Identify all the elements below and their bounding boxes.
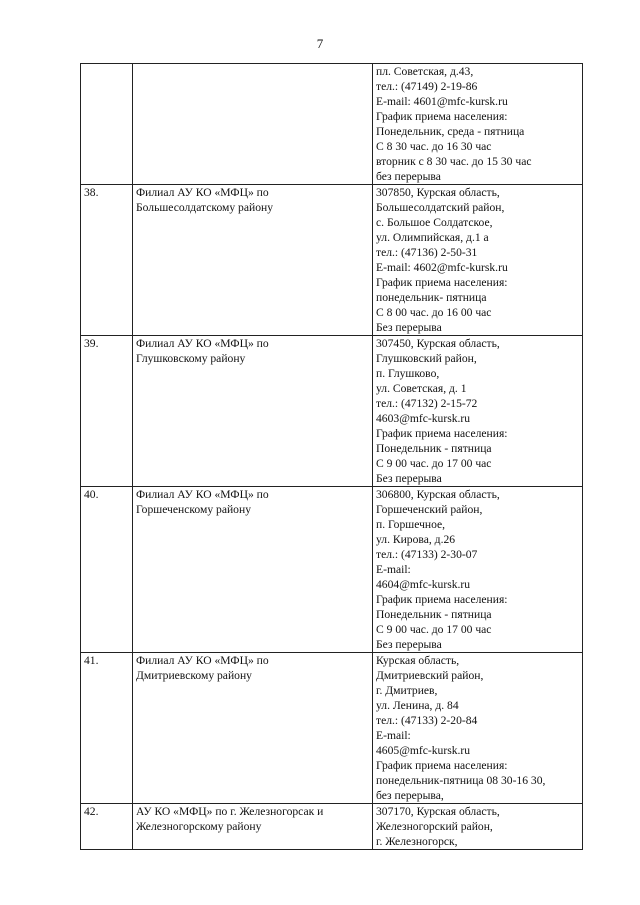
branch-name-line: Глушковскому району [136,352,246,365]
branch-contact-line: Понедельник - пятница [376,442,492,455]
branch-contact-line: Глушковский район, [376,352,477,365]
branch-contact-cell [373,487,583,653]
branch-contact-line: График приема населения: [376,110,508,123]
branch-contact-line: 4605@mfc-kursk.ru [376,744,471,757]
branch-contact-line: Горшеченский район, [376,503,483,516]
branch-name-line: Горшеченскому району [136,503,251,516]
branch-contact-line: Курская область, [376,654,460,667]
branch-name-line: Филиал АУ КО «МФЦ» по [136,337,269,350]
branch-name-line: Дмитриевскому району [136,669,252,682]
branch-contact-line: тел.: (47132) 2-15-72 [376,397,478,410]
branch-contact-line: вторник с 8 30 час. до 15 30 час [376,155,532,168]
branch-contact-line: 306800, Курская область, [376,488,500,501]
row-number-cell [81,487,133,653]
branch-contact-line: п. Горшечное, [376,518,446,531]
branch-name-cell [133,336,373,487]
branch-name-cell [133,653,373,804]
branch-contact-cell [373,64,583,185]
branch-contact-line: пл. Советская, д.43, [376,65,474,78]
branch-contact-line: Большесолдатский район, [376,201,505,214]
row-number: 39. [84,337,99,350]
branch-contact-line: понедельник- пятница [376,291,487,304]
branch-contact-line: С 8 30 час. до 16 30 час [376,140,492,153]
branch-contact-line: E-mail: 4601@mfc-kursk.ru [376,95,508,108]
branch-name-line: Филиал АУ КО «МФЦ» по [136,654,269,667]
branch-contact-line: ул. Олимпийская, д.1 а [376,231,489,244]
branch-contact-line: с. Большое Солдатское, [376,216,493,229]
branch-contact-line: без перерыва, [376,789,444,802]
branch-contact-line: Без перерыва [376,472,442,485]
branch-name-line: Филиал АУ КО «МФЦ» по [136,186,269,199]
branch-contact-line: 307450, Курская область, [376,337,500,350]
branch-contact-line: ул. Кирова, д.26 [376,533,456,546]
branch-name-line: АУ КО «МФЦ» по г. Железногорсак и [136,805,324,818]
branch-contact-line: С 8 00 час. до 16 00 час [376,306,492,319]
branch-name-cell [133,487,373,653]
row-number-cell [81,653,133,804]
table-row [81,487,583,653]
branch-name-cell [133,804,373,850]
branch-contact-line: Понедельник, среда - пятница [376,125,525,138]
branch-name-cell [133,64,373,185]
branch-contact-line: тел.: (47136) 2-50-31 [376,246,478,259]
branch-contact-line: E-mail: 4602@mfc-kursk.ru [376,261,508,274]
branch-contact-line: г. Железногорск, [376,835,458,848]
branch-contact-line: без перерыва [376,170,441,183]
branch-contact-line: С 9 00 час. до 17 00 час [376,457,492,470]
branch-contact-line: График приема населения: [376,759,508,772]
row-number-cell [81,336,133,487]
row-number-cell [81,64,133,185]
branch-contact-line: 307850, Курская область, [376,186,500,199]
branch-contact-cell [373,804,583,850]
branch-contact-line: С 9 00 час. до 17 00 час [376,623,492,636]
branch-contact-line: График приема населения: [376,276,508,289]
branch-contact-cell [373,336,583,487]
page-number: 7 [316,36,324,51]
branch-contact-line: Без перерыва [376,638,442,651]
branch-name-cell [133,185,373,336]
branch-contact-line: понедельник-пятница 08 30-16 30, [376,774,546,787]
row-number: 41. [84,654,99,667]
branch-contact-line: п. Глушково, [376,367,440,380]
row-number-cell [81,804,133,850]
row-number: 38. [84,186,99,199]
table-row [81,653,583,804]
branch-contact-line: График приема населения: [376,427,508,440]
branch-contact-line: Понедельник - пятница [376,608,492,621]
branch-contact-line: 307170, Курская область, [376,805,500,818]
branch-contact-line: Дмитриевский район, [376,669,484,682]
branch-contact-line: 4604@mfc-kursk.ru [376,578,471,591]
branch-contact-cell [373,185,583,336]
table-row [81,185,583,336]
branch-contact-line: ул. Советская, д. 1 [376,382,467,395]
branch-contact-line: тел.: (47133) 2-30-07 [376,548,478,561]
table-body [81,64,583,850]
row-number-cell [81,185,133,336]
branch-name-line: Железногорскому району [136,820,262,833]
branch-contact-line: 4603@mfc-kursk.ru [376,412,471,425]
row-number: 42. [84,805,99,818]
branch-contact-line: г. Дмитриев, [376,684,438,697]
branch-contact-line: Без перерыва [376,321,442,334]
table-row [81,64,583,185]
branch-contact-line: ул. Ленина, д. 84 [376,699,459,712]
branch-contact-line: тел.: (47149) 2-19-86 [376,80,478,93]
branch-name-line: Большесолдатскому району [136,201,274,214]
branch-contact-cell [373,653,583,804]
mfc-branches-table [80,63,583,850]
branch-contact-line: тел.: (47133) 2-20-84 [376,714,478,727]
branch-contact-line: E-mail: [376,729,411,742]
branch-name-line: Филиал АУ КО «МФЦ» по [136,488,269,501]
branch-contact-line: E-mail: [376,563,411,576]
table-row [81,336,583,487]
branch-contact-line: График приема населения: [376,593,508,606]
row-number: 40. [84,488,99,501]
table-row [81,804,583,850]
branch-contact-line: Железногорский район, [376,820,493,833]
